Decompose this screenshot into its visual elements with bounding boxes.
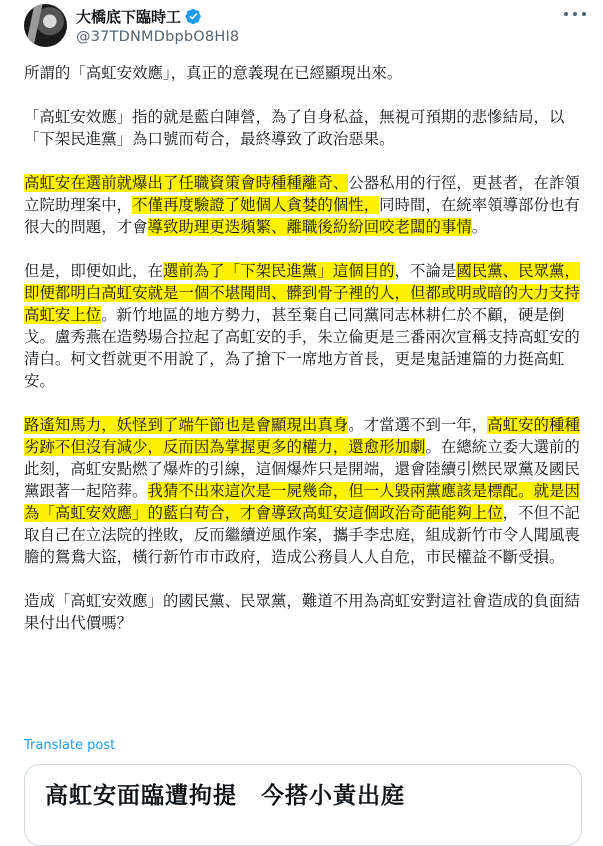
text-segment: ，不論是 <box>394 262 457 280</box>
highlighted-text: 高虹安在選前就爆出了任職資策會時種種離奇、 <box>24 174 349 192</box>
highlighted-text: 我猜不出來這次是一屍幾命，但一人毀兩黨應該是標配。 <box>147 482 534 500</box>
post-text <box>24 62 594 656</box>
highlighted-text: 路遙知馬力，妖怪到了端午節也是會顯現出真身 <box>24 416 349 434</box>
text-segment: 。 <box>471 218 488 236</box>
text-segment: 同時間，在統率領導部份也有很大的問題，才會 <box>24 196 580 236</box>
author-display-name[interactable]: 大橋底下臨時工 <box>76 7 182 26</box>
highlighted-text: 不僅再度驗證了她個人貪婪的個性， <box>132 196 380 214</box>
text-segment: 但是，即便如此，在 <box>24 262 163 280</box>
text-segment: ，不但不記取自己在立法院的挫敗，反而繼續逆風作案，攜手李忠庭，組成新竹市令人聞風喪膽的鴛鴦大盜，橫行新竹市市政府，造成公務員人人自危，市民權益不斷受損。 <box>24 504 580 566</box>
highlighted-text: 選前為了「下架民進黨」這個目的 <box>162 262 395 280</box>
text-segment: 。在總統立委大選前的此刻，高虹安點燃了爆炸的引線，這個爆炸只是開端，還會陸續引燃民眾黨及國民黨跟著一起陪葬。 <box>24 438 580 500</box>
text-segment: 造成「高虹安效應」的國民黨、民眾黨，難道不用為高虹安對這社會造成的負面結果付出代價嗎？ <box>24 592 580 632</box>
post-header <box>24 2 594 52</box>
author-handle[interactable]: @37TDNMDbpbO8HI8 <box>76 29 240 45</box>
post-paragraph <box>24 172 594 238</box>
post-paragraph <box>24 414 594 568</box>
more-options-icon[interactable] <box>564 10 586 18</box>
highlighted-text: 國民黨、民眾黨，即便都明白高虹安就是一個不堪聞問、髒到骨子裡的人，但都或明或暗的大力支持高虹安上位 <box>24 262 580 324</box>
link-preview-card[interactable] <box>24 764 582 846</box>
post-paragraph <box>24 62 594 84</box>
author-names <box>76 6 239 45</box>
post-paragraph <box>24 106 594 150</box>
verified-badge-icon <box>185 8 202 25</box>
card-title: 高虹安面臨遭拘提 今搭小黃出庭 <box>45 783 405 809</box>
avatar[interactable] <box>24 4 67 47</box>
translate-post-link[interactable]: Translate post <box>24 738 116 753</box>
highlighted-text: 就是因為「高虹安效應」的藍白苟合，才會導致高虹安這個政治奇葩能夠上位 <box>24 482 580 522</box>
post-paragraph <box>24 260 594 392</box>
text-segment: 。才當選不到一年， <box>348 416 488 434</box>
text-segment: 。新竹地區的地方勢力，甚至棄自己同黨同志林耕仁於不顧，硬是倒戈。盧秀燕在造勢場合拉起了高虹安的手，朱立倫更是三番兩次宣稱支持高虹安的清白。柯文哲就更不用說了，為了搶下一席地方首長，更是鬼話連篇的力挺高虹安。 <box>24 306 580 390</box>
highlighted-text: 導致助理更迭頻繁、離職後紛紛回咬老闆的事情 <box>147 218 472 236</box>
text-segment: 公器私用的行徑，更甚者，在詐領立院助理案中， <box>24 174 580 214</box>
text-segment: 所謂的「高虹安效應」，真正的意義現在已經顯現出來。 <box>24 64 403 82</box>
text-segment: 「高虹安效應」指的就是藍白陣營，為了自身私益，無視可預期的悲慘結局，以「下架民進黨」為口號而苟合，最終導致了政治惡果。 <box>24 108 565 148</box>
post-paragraph <box>24 590 594 634</box>
highlighted-text: 高虹安的種種劣跡不但沒有減少，反而因為掌握更多的權力，還愈形加劇 <box>24 416 580 456</box>
